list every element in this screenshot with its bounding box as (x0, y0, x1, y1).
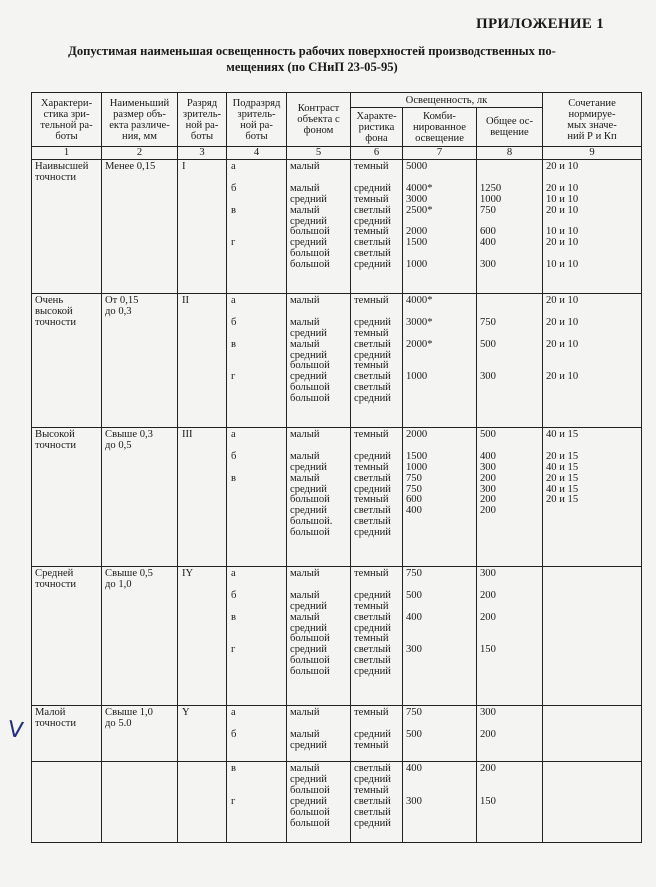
object-size: От 0,15 до 0,3 (102, 294, 178, 428)
header-row-top (32, 93, 642, 108)
combined-lighting: 750 500 400 300 (403, 567, 477, 706)
general-lighting: 500 400 300 200 300 200 200 (477, 428, 543, 567)
object-size: Свыше 0,5 до 1,0 (102, 567, 178, 706)
header-col-6: Характе- ристика фона (351, 108, 403, 147)
general-lighting: 750 500 300 (477, 294, 543, 428)
background: темный средний темный светлый средний темный светлый светлый средний (351, 567, 403, 706)
general-lighting: 300 200 200 150 (477, 567, 543, 706)
work-subcategory: в г (227, 762, 287, 843)
combined-lighting: 2000 1500 1000 750 750 600 400 (403, 428, 477, 567)
header-illumination: Освещенность, лк (351, 93, 543, 108)
work-characteristic: Высокой точности (32, 428, 102, 567)
appendix-heading: ПРИЛОЖЕНИЕ 1 (476, 16, 604, 32)
column-number-row (32, 147, 642, 160)
contrast: малый средний большой средний большой большой (287, 762, 351, 843)
title-line-1: Допустимая наименьшая освещенность рабочих поверхностей производственных по- (68, 44, 556, 58)
column-number: 9 (543, 147, 642, 160)
column-number: 2 (102, 147, 178, 160)
background: темный средний темный светлый средний темный светлый светлый средний (351, 428, 403, 567)
combined-lighting: 400 300 (403, 762, 477, 843)
background: темный средний темный (351, 706, 403, 762)
work-subcategory: а б в (227, 428, 287, 567)
header-col-7: Комби- нированное освещение (403, 108, 477, 147)
work-subcategory: а б в г (227, 294, 287, 428)
header-col-8: Общее ос- вещение (477, 108, 543, 147)
p-kp-values (543, 706, 642, 762)
work-characteristic: Очень высокой точности (32, 294, 102, 428)
background: темный средний темный светлый средний темный светлый светлый средний (351, 294, 403, 428)
illumination-table (31, 92, 642, 843)
table-row-highest-accuracy (32, 160, 642, 294)
work-subcategory: а б в г (227, 160, 287, 294)
work-category: Y (178, 706, 227, 762)
work-characteristic: Малой точности (32, 706, 102, 762)
p-kp-values (543, 762, 642, 843)
table-row-high-accuracy (32, 428, 642, 567)
general-lighting: 1250 1000 750 600 400 300 (477, 160, 543, 294)
work-characteristic: Наивысшей точности (32, 160, 102, 294)
work-category: III (178, 428, 227, 567)
header-col-1: Характери- стика зри- тельной ра- боты (32, 93, 102, 147)
column-number: 7 (403, 147, 477, 160)
document-title (32, 43, 592, 75)
combined-lighting: 5000 4000* 3000 2500* 2000 1500 1000 (403, 160, 477, 294)
general-lighting: 300 200 (477, 706, 543, 762)
work-category (178, 762, 227, 843)
p-kp-values (543, 567, 642, 706)
contrast: малый малый средний малый средний большой средний большой большой (287, 294, 351, 428)
column-number: 6 (351, 147, 403, 160)
table-row-low-accuracy-continued (32, 762, 642, 843)
object-size: Свыше 1,0 до 5.0 (102, 706, 178, 762)
header-col-9: Сочетание нормируе- мых значе- ний Р и Кп (543, 93, 642, 147)
background: светлый средний темный светлый светлый средний (351, 762, 403, 843)
header-col-3: Разряд зритель- ной ра- боты (178, 93, 227, 147)
p-kp-values: 20 и 10 20 и 10 10 и 10 20 и 10 10 и 10 20 и 10 10 и 10 (543, 160, 642, 294)
p-kp-values: 20 и 10 20 и 10 20 и 10 20 и 10 (543, 294, 642, 428)
title-line-2: мещениях (по СНиП 23-05-95) (226, 60, 398, 74)
contrast: малый малый средний малый средний большой средний большой большой (287, 160, 351, 294)
object-size (102, 762, 178, 843)
column-number: 4 (227, 147, 287, 160)
p-kp-values: 40 и 15 20 и 15 40 и 15 20 и 15 40 и 15 20 и 15 (543, 428, 642, 567)
column-number: 8 (477, 147, 543, 160)
table-row-low-accuracy (32, 706, 642, 762)
combined-lighting: 4000* 3000* 2000* 1000 (403, 294, 477, 428)
header-col-5: Контраст объекта с фоном (287, 93, 351, 147)
work-characteristic (32, 762, 102, 843)
header-col-2: Наименьший размер объ- екта различе- ния, мм (102, 93, 178, 147)
object-size: Менее 0,15 (102, 160, 178, 294)
table-row-very-high-accuracy (32, 294, 642, 428)
column-number: 5 (287, 147, 351, 160)
header-col-4: Подразряд зритель- ной ра- боты (227, 93, 287, 147)
contrast: малый малый средний малый средний большой средний большой большой (287, 567, 351, 706)
object-size: Свыше 0,3 до 0,5 (102, 428, 178, 567)
contrast: малый малый средний малый средний большой средний большой. большой (287, 428, 351, 567)
work-subcategory: а б (227, 706, 287, 762)
table-row-medium-accuracy (32, 567, 642, 706)
work-characteristic: Средней точности (32, 567, 102, 706)
column-number: 1 (32, 147, 102, 160)
work-category: I (178, 160, 227, 294)
work-subcategory: а б в г (227, 567, 287, 706)
work-category: II (178, 294, 227, 428)
column-number: 3 (178, 147, 227, 160)
combined-lighting: 750 500 (403, 706, 477, 762)
background: темный средний темный светлый средний темный светлый светлый средний (351, 160, 403, 294)
handwritten-check-mark: V (6, 717, 25, 744)
general-lighting: 200 150 (477, 762, 543, 843)
work-category: IY (178, 567, 227, 706)
contrast: малый малый средний (287, 706, 351, 762)
